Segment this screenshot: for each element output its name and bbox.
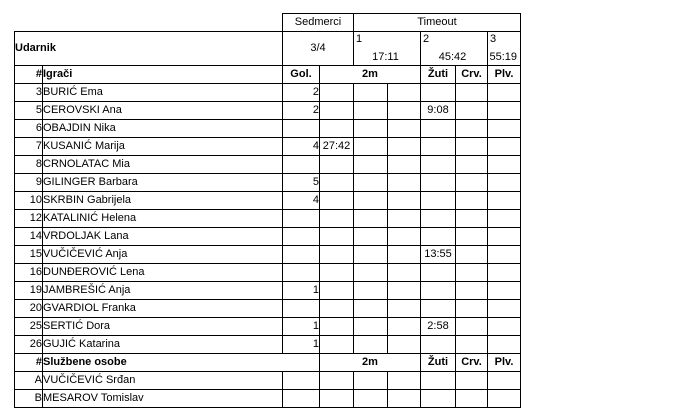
player-name: VRDOLJAK Lana <box>43 228 283 246</box>
player-row <box>15 120 521 138</box>
official-row <box>15 372 521 390</box>
player-row <box>15 246 521 264</box>
player-suspension-1 <box>320 84 354 102</box>
player-suspension-3 <box>388 84 421 102</box>
player-blue-card <box>488 138 521 156</box>
player-red-card <box>456 102 488 120</box>
sedmerci-value: 3/4 <box>283 32 354 66</box>
player-suspension-2 <box>354 84 388 102</box>
player-row <box>15 300 521 318</box>
player-row <box>15 264 521 282</box>
player-suspension-3 <box>388 156 421 174</box>
player-yellow-card: 13:55 <box>421 246 456 264</box>
player-red-card <box>456 192 488 210</box>
timeout-2 <box>421 32 488 66</box>
player-blue-card <box>488 228 521 246</box>
official-suspension-2 <box>354 390 388 408</box>
player-name: GVARDIOL Franka <box>43 300 283 318</box>
player-name: VUČIČEVIĆ Anja <box>43 246 283 264</box>
player-suspension-1 <box>320 318 354 336</box>
player-yellow-card <box>421 300 456 318</box>
player-yellow-card <box>421 264 456 282</box>
player-goals: 2 <box>283 84 320 102</box>
player-name: GILINGER Barbara <box>43 174 283 192</box>
official-blue-card <box>488 372 521 390</box>
player-suspension-1 <box>320 210 354 228</box>
player-suspension-2 <box>354 300 388 318</box>
player-blue-card <box>488 246 521 264</box>
player-red-card <box>456 120 488 138</box>
player-red-card <box>456 264 488 282</box>
officials-red-header: Crv. <box>456 354 488 372</box>
officials-blue-header: Plv. <box>488 354 521 372</box>
official-yellow-card <box>421 372 456 390</box>
player-blue-card <box>488 300 521 318</box>
player-row <box>15 282 521 300</box>
player-suspension-2 <box>354 156 388 174</box>
player-name: SERTIĆ Dora <box>43 318 283 336</box>
player-suspension-1 <box>320 156 354 174</box>
player-row <box>15 192 521 210</box>
timeout-1 <box>354 32 421 66</box>
official-goals <box>283 372 320 390</box>
official-letter: B <box>15 390 43 408</box>
player-suspension-2 <box>354 120 388 138</box>
player-number: 7 <box>15 138 43 156</box>
player-red-card <box>456 282 488 300</box>
player-number: 14 <box>15 228 43 246</box>
player-yellow-card <box>421 138 456 156</box>
player-red-card <box>456 246 488 264</box>
score-sheet <box>14 13 521 408</box>
player-blue-card <box>488 120 521 138</box>
player-number: 16 <box>15 264 43 282</box>
player-number: 5 <box>15 102 43 120</box>
player-suspension-2 <box>354 102 388 120</box>
player-yellow-card <box>421 84 456 102</box>
player-goals: 2 <box>283 102 320 120</box>
timeout-3-number: 3 <box>490 33 497 45</box>
col-blue-header: Plv. <box>488 66 521 84</box>
player-yellow-card <box>421 156 456 174</box>
official-letter: A <box>15 372 43 390</box>
player-row <box>15 318 521 336</box>
player-suspension-2 <box>354 246 388 264</box>
player-blue-card <box>488 174 521 192</box>
player-yellow-card <box>421 120 456 138</box>
team-name: Udarnik <box>15 32 283 66</box>
player-number: 9 <box>15 174 43 192</box>
col-number-header: # <box>15 66 43 84</box>
player-number: 15 <box>15 246 43 264</box>
player-suspension-1 <box>320 264 354 282</box>
player-suspension-3 <box>388 138 421 156</box>
player-goals <box>283 300 320 318</box>
player-goals <box>283 246 320 264</box>
title-row <box>15 32 521 66</box>
player-suspension-3 <box>388 246 421 264</box>
col-goals-header: Gol. <box>283 66 320 84</box>
player-row <box>15 84 521 102</box>
player-name: KUSANIĆ Marija <box>43 138 283 156</box>
player-name: JAMBREŠIĆ Anja <box>43 282 283 300</box>
player-row <box>15 156 521 174</box>
player-goals: 4 <box>283 138 320 156</box>
col-yellow-header: Žuti <box>421 66 456 84</box>
player-suspension-1 <box>320 120 354 138</box>
player-yellow-card <box>421 174 456 192</box>
officials-2min-header: 2m <box>320 354 421 372</box>
player-suspension-3 <box>388 174 421 192</box>
official-suspension-1 <box>320 390 354 408</box>
player-goals <box>283 228 320 246</box>
col-red-header: Crv. <box>456 66 488 84</box>
player-yellow-card <box>421 282 456 300</box>
player-suspension-3 <box>388 228 421 246</box>
player-red-card <box>456 336 488 354</box>
player-name: CRNOLATAC Mia <box>43 156 283 174</box>
player-suspension-1: 27:42 <box>320 138 354 156</box>
player-goals <box>283 120 320 138</box>
player-blue-card <box>488 282 521 300</box>
player-suspension-3 <box>388 318 421 336</box>
player-row <box>15 138 521 156</box>
player-row <box>15 336 521 354</box>
player-name: DUNĐEROVIĆ Lena <box>43 264 283 282</box>
player-suspension-1 <box>320 336 354 354</box>
player-suspension-2 <box>354 318 388 336</box>
player-red-card <box>456 138 488 156</box>
player-goals: 1 <box>283 336 320 354</box>
player-red-card <box>456 228 488 246</box>
officials-number-header: # <box>15 354 43 372</box>
col-players-header: Igrači <box>43 66 283 84</box>
players-header-row <box>15 66 521 84</box>
player-red-card <box>456 300 488 318</box>
player-row <box>15 174 521 192</box>
officials-yellow-header: Žuti <box>421 354 456 372</box>
official-suspension-3 <box>388 372 421 390</box>
player-yellow-card: 9:08 <box>421 102 456 120</box>
player-suspension-3 <box>388 210 421 228</box>
player-blue-card <box>488 192 521 210</box>
player-yellow-card <box>421 228 456 246</box>
player-suspension-1 <box>320 174 354 192</box>
official-name: VUČIČEVIĆ Srđan <box>43 372 283 390</box>
player-blue-card <box>488 156 521 174</box>
player-suspension-2 <box>354 210 388 228</box>
player-number: 3 <box>15 84 43 102</box>
official-row <box>15 390 521 408</box>
player-number: 20 <box>15 300 43 318</box>
timeout-2-time: 45:42 <box>438 51 467 63</box>
player-suspension-2 <box>354 282 388 300</box>
player-goals: 1 <box>283 282 320 300</box>
official-suspension-2 <box>354 372 388 390</box>
player-red-card <box>456 174 488 192</box>
official-blue-card <box>488 390 521 408</box>
player-suspension-1 <box>320 228 354 246</box>
header-labels-row <box>15 14 521 32</box>
player-suspension-3 <box>388 282 421 300</box>
player-yellow-card: 2:58 <box>421 318 456 336</box>
player-blue-card <box>488 84 521 102</box>
player-suspension-2 <box>354 336 388 354</box>
player-yellow-card <box>421 192 456 210</box>
player-red-card <box>456 84 488 102</box>
official-red-card <box>456 390 488 408</box>
player-suspension-3 <box>388 300 421 318</box>
timeout-3-time: 55:19 <box>489 51 518 63</box>
official-goals <box>283 390 320 408</box>
player-name: BURIĆ Ema <box>43 84 283 102</box>
player-suspension-1 <box>320 300 354 318</box>
player-suspension-1 <box>320 102 354 120</box>
player-name: SKRBIN Gabrijela <box>43 192 283 210</box>
player-number: 12 <box>15 210 43 228</box>
player-suspension-3 <box>388 102 421 120</box>
player-number: 25 <box>15 318 43 336</box>
player-row <box>15 102 521 120</box>
player-suspension-3 <box>388 336 421 354</box>
officials-header-row <box>15 354 521 372</box>
player-yellow-card <box>421 210 456 228</box>
player-suspension-2 <box>354 192 388 210</box>
sedmerci-label: Sedmerci <box>283 14 354 32</box>
timeout-2-number: 2 <box>423 33 430 45</box>
player-goals: 5 <box>283 174 320 192</box>
player-red-card <box>456 318 488 336</box>
player-number: 6 <box>15 120 43 138</box>
player-goals: 4 <box>283 192 320 210</box>
player-suspension-2 <box>354 138 388 156</box>
timeout-1-number: 1 <box>356 33 363 45</box>
player-blue-card <box>488 102 521 120</box>
player-blue-card <box>488 264 521 282</box>
player-number: 10 <box>15 192 43 210</box>
player-goals: 1 <box>283 318 320 336</box>
player-goals <box>283 264 320 282</box>
player-goals <box>283 210 320 228</box>
player-row <box>15 228 521 246</box>
player-number: 26 <box>15 336 43 354</box>
official-suspension-3 <box>388 390 421 408</box>
player-suspension-3 <box>388 192 421 210</box>
official-suspension-1 <box>320 372 354 390</box>
player-name: KATALINIĆ Helena <box>43 210 283 228</box>
player-blue-card <box>488 210 521 228</box>
player-name: CEROVSKI Ana <box>43 102 283 120</box>
col-2min-header: 2m <box>320 66 421 84</box>
player-suspension-2 <box>354 264 388 282</box>
player-name: GUJIĆ Katarina <box>43 336 283 354</box>
player-suspension-1 <box>320 192 354 210</box>
official-red-card <box>456 372 488 390</box>
player-goals <box>283 156 320 174</box>
player-suspension-1 <box>320 282 354 300</box>
official-yellow-card <box>421 390 456 408</box>
timeout-3 <box>488 32 521 66</box>
timeout-label: Timeout <box>354 14 521 32</box>
player-blue-card <box>488 336 521 354</box>
player-row <box>15 210 521 228</box>
player-blue-card <box>488 318 521 336</box>
player-red-card <box>456 156 488 174</box>
player-name: OBAJDIN Nika <box>43 120 283 138</box>
player-red-card <box>456 210 488 228</box>
player-suspension-2 <box>354 174 388 192</box>
official-name: MESAROV Tomislav <box>43 390 283 408</box>
player-number: 8 <box>15 156 43 174</box>
player-suspension-3 <box>388 120 421 138</box>
player-number: 19 <box>15 282 43 300</box>
player-suspension-2 <box>354 228 388 246</box>
player-yellow-card <box>421 336 456 354</box>
player-suspension-3 <box>388 264 421 282</box>
officials-header: Službene osobe <box>43 354 320 372</box>
player-suspension-1 <box>320 246 354 264</box>
timeout-1-time: 17:11 <box>372 51 399 63</box>
